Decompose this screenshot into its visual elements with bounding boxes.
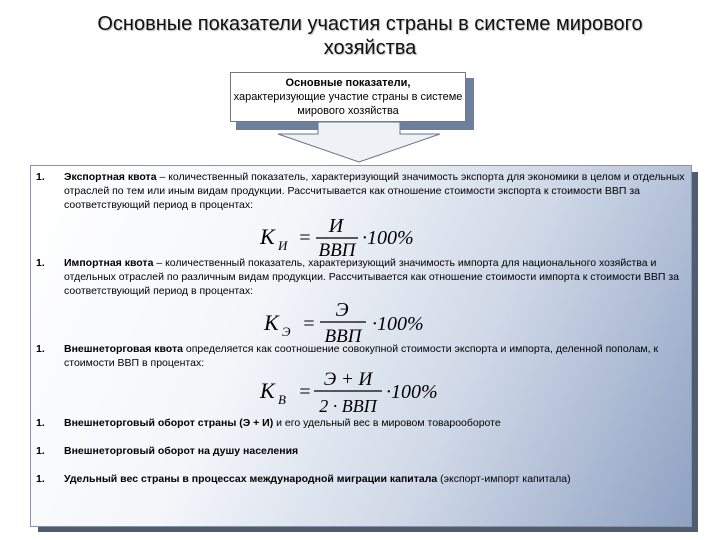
item-text: [64, 416, 686, 430]
item-number: 1.: [36, 343, 45, 355]
item-term: Экспортная квота: [64, 171, 157, 183]
header-box-heading: Основные показатели,: [285, 77, 411, 89]
item-text: [64, 472, 686, 486]
formula-lhs: К: [264, 310, 279, 335]
header-box-subtext: характеризующие участие страны в системе мирового хозяйства: [233, 91, 463, 117]
item-number: 1.: [36, 417, 45, 429]
item-text: [64, 342, 686, 370]
formula-denominator: ВВП: [318, 240, 356, 258]
item-number: 1.: [36, 171, 45, 183]
formula-subscript: Э: [282, 324, 291, 339]
svg-text:=: =: [298, 381, 312, 403]
item-text: [64, 170, 686, 212]
header-box: [230, 72, 466, 122]
item-term: Внешнеторговая квота: [64, 343, 183, 355]
item-text: [64, 444, 686, 458]
svg-text:=: =: [302, 313, 316, 335]
formula-tail: ·100%: [386, 381, 438, 403]
formula-denominator: 2 · ВВП: [319, 396, 377, 416]
item-number: 1.: [36, 445, 45, 457]
item-description: определяется как соотношение совокупной стоимости экспорта и импорта, деленной пополам, к стоимости ВВП в процентах:: [64, 343, 659, 369]
formula-tail: ·100%: [362, 227, 414, 249]
formula-subscript: В: [278, 392, 286, 407]
formula-export-quota: [258, 214, 438, 258]
item-text: [64, 256, 686, 298]
formula-numerator: Э + И: [323, 369, 373, 390]
item-term: Импортная квота: [64, 257, 154, 269]
formula-lhs: К: [260, 224, 275, 249]
down-arrow-icon: [0, 122, 720, 164]
item-number: 1.: [36, 257, 45, 269]
item-term: Внешнеторговый оборот страны (Э + И): [64, 417, 274, 429]
formula-subscript: И: [278, 238, 288, 253]
item-description: – количественный показатель, характеризующий значимость импорта для национального хозяйства и отдельных отраслей по различным видам продукции. Рассчитывается как отношение стоимости импорта к стоимости ВВП за соответствующий период в процентах:: [64, 257, 679, 297]
page-title: Основные показатели участия страны в системе мирового хозяйства: [97, 13, 643, 59]
item-term: Внешнеторговый оборот на душу населения: [64, 445, 299, 457]
formula-tail: ·100%: [372, 313, 424, 335]
formula-lhs: К: [260, 378, 275, 403]
item-description: (экспорт-импорт капитала): [437, 473, 571, 485]
item-description: и его удельный вес в мировом товарообороте: [273, 417, 501, 429]
formula-numerator: Э: [335, 300, 349, 321]
formula-import-quota: [262, 300, 452, 344]
svg-text:=: =: [298, 227, 312, 249]
formula-trade-quota: [258, 368, 458, 418]
formula-denominator: ВВП: [324, 326, 362, 344]
formula-numerator: И: [328, 215, 344, 237]
item-description: – количественный показатель, характеризующий значимость экспорта для экономики в целом и отдельных отраслей по тем или иным видам продукции. Рассчитывается как отношение стоимости экспорта к стоимости ВВП за соответствующий период в процентах:: [64, 171, 685, 211]
item-number: 1.: [36, 473, 45, 485]
item-term: Удельный вес страны в процессах международной миграции капитала: [64, 473, 438, 485]
